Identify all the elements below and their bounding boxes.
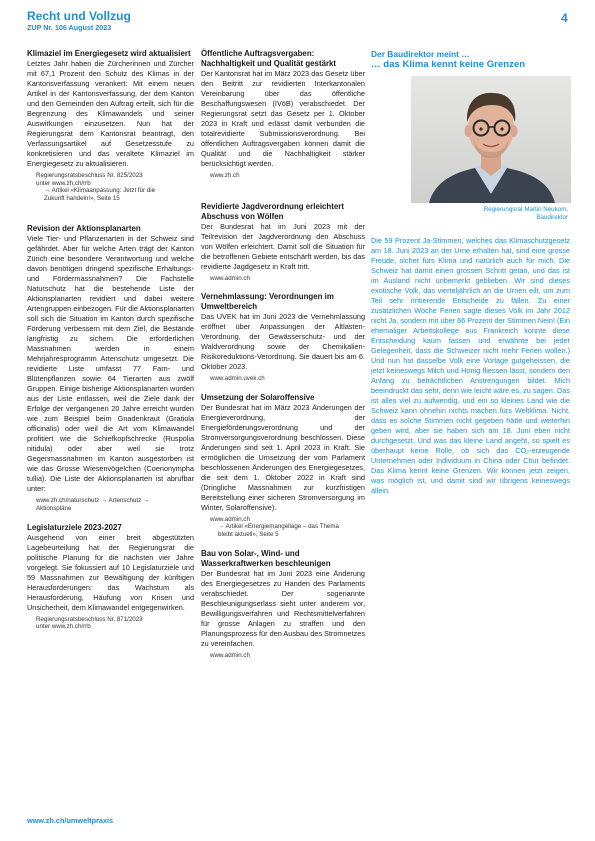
article-reference: [201, 375, 365, 383]
reference-link[interactable]: www.admin.ch: [210, 651, 250, 659]
commentary-text: Die 59 Prozent Ja-Stimmen, welches das Klimaschutzgesetz am 18. Juni 2023 an der Urne erhalten hat, sind eine grosse Freude, sicher fürs Klima und natürlich auch für mich. Die Schweiz hat damit einen grossen Schritt getan, und das ist im Ausland nicht unbemerkt geblieben. Wir sind dieses exotische Volk, das vierteljährlich an die Urnen eilt, um zum Teil sehr irritierende Entscheide zu fällen. Zu einer zusätzlichen Woche Ferien sagte dieses Volk im Jahr 2012 nicht Ja, sondern mit über 66 Prozent der Stimmen Nein! (Ein ehemaliger Arbeitskollege aus Frankreich konnte diese Entscheidung kaum fassen und erwähnte bei jeder Gelegenheit, dass die Schweizer nicht mehr Ferien wollen.) Und nun hat dasselbe Volk eine Vorlage gutgeheissen, die jetzt keineswegs Milch und Honig fliessen lässt, sondern den Anfang zu beträchtlichen Anstrengungen bildet. Mich beeindruckt das sehr, denn wie leicht wäre es, zu sagen: Das ist alles viel zu aufwendig, und ein so kleines Land wie die Schweiz kann ohnehin nichts machen fürs Weltklima. Nicht, dass es solche Stimmen nicht gegeben hätte und weiterhin geben wird, aber sie haben sich am 18. Juni eben nicht durchgesetzt. Und was das kleine Land angeht, so spielt es überhaupt keine Rolle, ob sich das CO₂-erzeugende Unternehmen oder Individuum in China oder Chur befindet. Das Klima kennt keine Grenzen. Wir können jetzt zeigen, was möglich ist, und damit sind wir übrigens keineswegs allein.: [371, 236, 570, 496]
article-body: Ausgehend von einer breit abgestützten Lagebeurteilung hat der Regierungsrat die politische Planung für die nächsten vier Jahre vorgelegt. Sie fokussiert auf 10 Legislaturziele und 59 Massnahmen zur Bewältigung der künftigen Herausforderungen: das Wachstum als Herausforderung, Häufung von Krisen und Unsicherheit, dem Klimawandel entgegenwirken.: [27, 532, 194, 612]
portrait-caption: [371, 206, 570, 221]
page-number: 4: [561, 11, 568, 25]
article-body: Der Bundesrat hat im März 2023 Änderungen der Energieverordnung, der Energieförderungsverordnung und der Stromversorgungsverordnung beschlossen. Diese Änderungen sind seit 1. April 2023 in Kraft. Sie ermöglichen die Umsetzung der vom Parlament beschlossenen Änderungen des Energiegesetzes, die seit dem 1. Oktober 2022 in Kraft sind (Dringliche Massnahmen zur kurzfristigen Bereitstellung einer sicheren Stromversorgung im Winter, Solaroffensive).: [201, 402, 365, 512]
article-body: Der Kantonsrat hat im März 2023 das Gesetz über den Beitritt zur revidierten Interkantonalen Vereinbarung über das öffentliche Beschaffungswesen (IVöB) verabschiedet. Der Regierungsrat setzt das Gesetz per 1. Oktober 2023 in Kraft und erlässt damit verbunden die totalrevidierte Submissionsverordnung. Bei öffentlichen Auftragsvergaben können damit die Qualität und die Nachhaltigkeit stärker berücksichtigt werden.: [201, 69, 365, 168]
commentary-headline: … das Klima kennt keine Grenzen: [371, 59, 526, 70]
article-reference: [27, 497, 194, 512]
article-legislaturziele: [27, 523, 194, 631]
reference-link[interactable]: unter www.zh.ch/rrb: [36, 179, 91, 187]
reference-article-link-cont[interactable]: Zukunft handeln!», Seite 15: [44, 194, 120, 202]
article-reference: [27, 172, 194, 202]
reference-line: Regierungsratsbeschluss Nr. 871/2023: [36, 615, 143, 623]
header-title: Recht und Vollzug: [27, 9, 131, 23]
reference-link[interactable]: www.admin.ch: [210, 274, 250, 282]
reference-article-link-cont[interactable]: bleibt aktuell», Seite 5: [218, 530, 279, 538]
reference-article-link[interactable]: → Artikel «Energiemangellage – das Thema: [218, 523, 339, 531]
reference-link-cont[interactable]: Aktionspläne: [36, 504, 72, 512]
column-left: [27, 49, 194, 641]
article-title: Vernehmlassung: Verordnungen im Umweltbereich: [201, 292, 334, 312]
commentary-kicker: Der Baudirektor meint …: [371, 49, 470, 59]
article-title: Umsetzung der Solaroffensive: [201, 392, 315, 402]
reference-link[interactable]: www.admin.uvek.ch: [210, 375, 265, 383]
footer-link[interactable]: www.zh.ch/umweltpraxis: [27, 816, 114, 825]
column-right-commentary: [371, 49, 570, 496]
article-title: Öffentliche Auftragsvergaben: Nachhaltigkeit und Qualität gestärkt: [201, 49, 337, 68]
article-solaroffensive: [201, 393, 365, 539]
caption-role: Baudirektor: [536, 213, 568, 221]
column-middle: [201, 49, 365, 669]
article-auftragsvergaben: [201, 49, 365, 180]
reference-link[interactable]: www.zh.ch: [210, 172, 240, 179]
article-title: Legislaturziele 2023-2027: [27, 522, 122, 532]
article-reference: [27, 616, 194, 631]
article-reference: [201, 172, 365, 180]
article-reference: [201, 516, 365, 539]
article-reference: [201, 275, 365, 283]
reference-link[interactable]: www.admin.ch: [210, 515, 250, 523]
reference-line: Regierungsratsbeschluss Nr. 825/2023: [36, 172, 143, 179]
portrait-photo: [411, 76, 571, 203]
article-vernehmlassung: [201, 292, 365, 383]
reference-link[interactable]: unter www.zh.ch/rrb: [36, 623, 91, 631]
article-body: Letztes Jahr haben die Zürcherinnen und Zürcher mit 67,1 Prozent den Schutz des Klimas in der Kantonsverfassung verankert: Mit einem neuen Artikel in der Kantonsverfassung, der dem Kanton und den Gemeinden den Auftrag erteilt, sich für die Begrenzung des Klimawandels und seiner Auswirkungen einzusetzen. Nun hat der Regierungsrat dem Kantonsrat beantragt, den Verfassungsartikel auf Gesetzesstufe zu konkretisieren und das veraltete Klimaziel im Energiegesetz zu aktualisieren.: [27, 59, 194, 168]
article-body: Der Bundesrat hat im Juni 2023 eine Änderung des Energiegesetzes zu Handen des Parlaments verabschiedet. Der sogenannte Beschleunigungserlass sieht unter anderem vor, Bewilligungsverfahren und Rechtsmittelverfahren für grosse Anlagen zu straffen und den Planungsprozess für den Ausbau des Stromnetzes zu vereinfachen.: [201, 568, 365, 648]
issue-label: ZUP Nr. 106 August 2023: [27, 23, 112, 32]
article-jagdverordnung: [201, 202, 365, 283]
article-klimaziel: [27, 49, 194, 202]
article-reference: [201, 652, 365, 660]
portrait-illustration: [411, 76, 571, 203]
article-title: Revidierte Jagdverordnung erleichtert Abschuss von Wölfen: [201, 201, 344, 221]
article-body: Viele Tier- und Pflanzenarten in der Schweiz sind gefährdet. Aber für welche Arten trägt der Kanton Zürich eine besondere Verantwortung und welche davon benötigen dringend spezifische Erhaltungs- und Fördermassnahmen? Die Fachstelle Naturschutz hat die bestehende Liste der Aktionsplanarten revidiert und dabei weitere Artengruppen einbezogen. Für die Aktionsplanarten soll sich die Situation im Kanton durch spezifische Förderung verbessern mit dem Ziel, die Bestände langfristig zu sichern. Die erforderlichen Massnahmen werden in einem Mehrjahresprogramm Artenschutz umgesetzt. Die revidierte Liste umfasst 77 Farn- und Blütenpflanzen sowie 64 Tierarten aus zwölf Gruppen. Einige bisherige Aktionsplanarten wurden aus der Liste entlassen, weil die Ziele dank der Erfolge der vergangenen 20 Jahre erreicht wurden wie zum Beispiel beim Gnadenkraut (Gratiola officinalis) oder weil die Art vom Klimawandel profitiert wie die Schiefkopfschrecke (Ruspolia nitidula) oder aber weil sie trotz Gegenmassnahmen im Kanton ausgestorben ist wie das Grosse Wiesenvögelchen (Coenonympha tullia). Die Liste der Aktionsplanarten ist abrufbar unter:: [27, 234, 194, 494]
article-body: Das UVEK hat im Juni 2023 die Vernehmlassung eröffnet über Anpassungen der Altlasten-Verordnung, der Gewässerschutz- und der Waldverordnung sowie der Chemikalien-Risikoreduktions-Verordnung. Sie dauert bis am 6. Oktober 2023.: [201, 312, 365, 372]
article-aktionsplanarten: [27, 224, 194, 512]
caption-name: Regierungsrat Martin Neukom,: [483, 206, 568, 213]
reference-article-link[interactable]: → Artikel «Klimaanpassung: Jetzt für die: [44, 187, 156, 195]
article-beschleunigung: [201, 549, 365, 660]
article-title: Klimaziel im Energiegesetz wird aktualisiert: [27, 49, 191, 58]
article-body: Der Bundesrat hat im Juni 2023 mit der Teilrevision der Jagdverordnung den Abschuss von Wölfen erleichtert. Damit soll die Situation für die betroffenen Gebiete entschärft werden, bis das revidierte Jagdgesetz in Kraft tritt.: [201, 221, 365, 271]
article-title: Revision der Aktionsplanarten: [27, 224, 141, 234]
article-title: Bau von Solar-, Wind- und Wasserkraftwerken beschleunigen: [201, 548, 331, 568]
reference-link[interactable]: www.zh.ch/naturschutz → Artenschutz →: [36, 497, 150, 505]
